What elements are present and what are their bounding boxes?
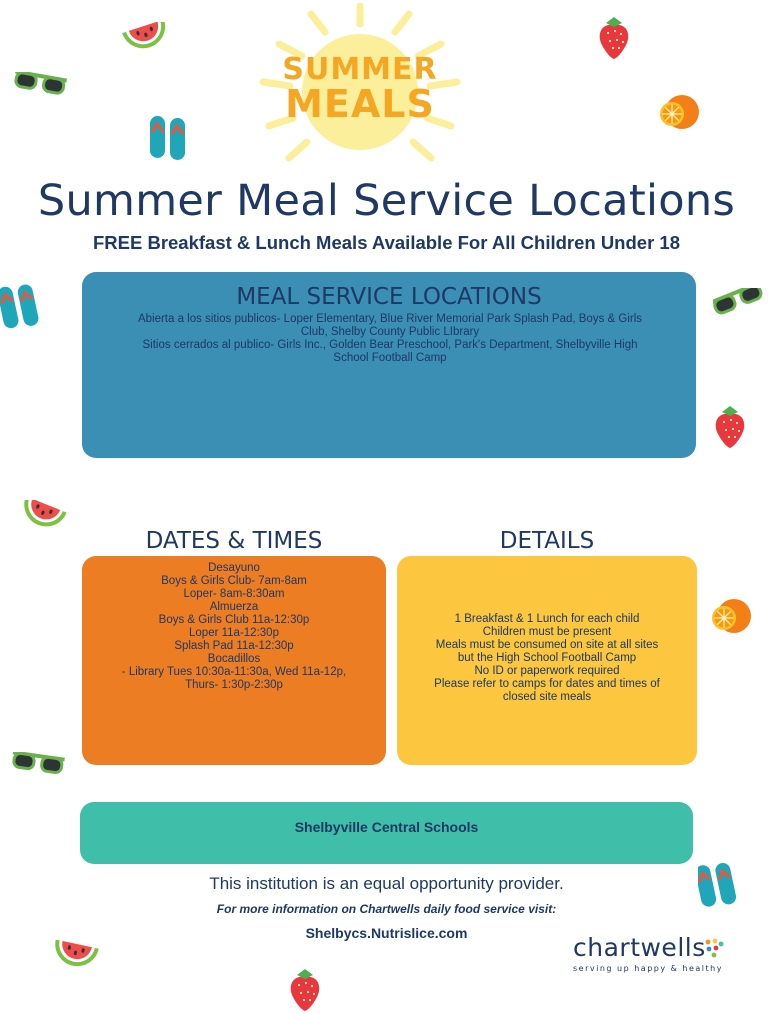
sunglasses-icon <box>12 752 68 782</box>
dates-line: Boys & Girls Club- 7am-8am <box>161 575 307 587</box>
equal-opportunity-statement: This institution is an equal opportunity provider. <box>209 874 564 893</box>
summer-meals-logo <box>245 0 475 170</box>
details-line: 1 Breakfast & 1 Lunch for each child <box>454 613 640 625</box>
dates-line: Almuerza <box>209 601 259 613</box>
locations-line: Sitios cerrados al publico- Girls Inc., Golden Bear Preschool, Park's Department, Shelbyville High <box>142 339 638 351</box>
page-title: Summer Meal Service Locations <box>37 176 736 226</box>
website-link[interactable]: Shelbycs.Nutrislice.com <box>305 925 468 941</box>
brand-name: chartwells <box>573 933 706 962</box>
orange-slice-icon <box>660 92 706 134</box>
locations-text <box>110 313 670 365</box>
logo-line-summer: SUMMER <box>282 52 438 87</box>
dates-line: Desayuno <box>208 562 260 574</box>
strawberry-icon <box>596 16 632 62</box>
dates-line: Splash Pad 11a-12:30p <box>174 640 294 652</box>
school-name: Shelbyville Central Schools <box>294 819 479 835</box>
school-banner <box>80 802 693 864</box>
details-text <box>397 613 697 704</box>
page-subtitle: FREE Breakfast & Lunch Meals Available For All Children Under 18 <box>92 232 680 253</box>
details-line: Meals must be consumed on site at all sites <box>435 639 659 651</box>
sunglasses-icon <box>14 72 70 100</box>
details-box <box>397 556 697 765</box>
dates-line: Loper 11a-12:30p <box>189 627 279 639</box>
details-line: Children must be present <box>482 626 612 638</box>
details-line: Please refer to camps for dates and times of <box>434 678 660 690</box>
orange-slice-icon <box>712 596 758 638</box>
locations-heading: MEAL SERVICE LOCATIONS <box>236 284 542 310</box>
watermelon-icon <box>121 22 169 52</box>
locations-line: Abierta a los sitios publicos- Loper Elementary, Blue River Memorial Park Splash Pad, Boys & Girls <box>137 313 643 325</box>
strawberry-icon <box>712 405 748 451</box>
flip-flops-icon <box>0 284 44 338</box>
dates-line: Bocadillos <box>207 653 261 665</box>
dates-line: Thurs- 1:30p-2:30p <box>185 679 283 691</box>
locations-line: Club, Shelby County Public LIbrary <box>300 326 480 338</box>
details-line: but the High School Football Camp <box>457 652 637 664</box>
dates-line: - Library Tues 10:30a-11:30a, Wed 11a-12p, <box>121 666 347 678</box>
brand-dots-icon <box>704 938 724 958</box>
details-heading: DETAILS <box>499 528 595 554</box>
details-line: closed site meals <box>502 691 592 703</box>
locations-line: School Football Camp <box>333 352 447 364</box>
flip-flops-icon <box>149 116 189 164</box>
sunglasses-icon <box>713 288 769 322</box>
dates-heading: DATES & TIMES <box>145 528 323 554</box>
dates-box <box>82 556 386 765</box>
locations-box <box>82 272 696 458</box>
logo-line-meals: MEALS <box>285 82 435 126</box>
watermelon-icon <box>20 500 70 534</box>
watermelon-icon <box>52 940 100 972</box>
chartwells-logo <box>571 933 731 983</box>
more-info-text: For more information on Chartwells daily food service visit: <box>216 902 557 916</box>
strawberry-icon <box>287 968 323 1014</box>
dates-text <box>82 562 386 692</box>
brand-tagline: serving up happy & healthy <box>573 964 723 973</box>
dates-line: Loper- 8am-8:30am <box>183 588 285 600</box>
details-line: No ID or paperwork required <box>474 665 620 677</box>
dates-line: Boys & Girls Club 11a-12:30p <box>158 614 310 626</box>
